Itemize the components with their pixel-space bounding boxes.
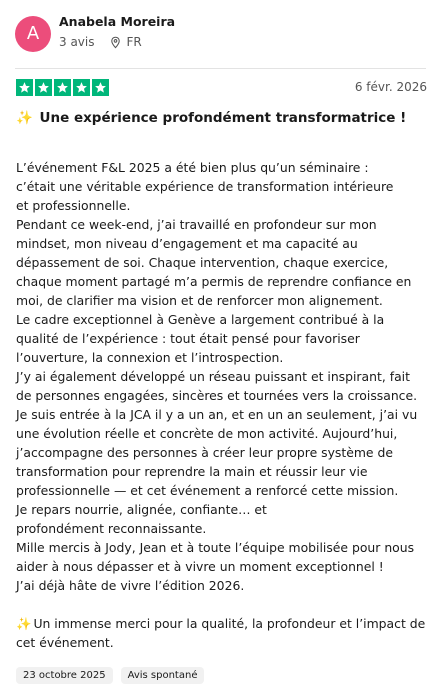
review-body-line: Je repars nourrie, alignée, confiante… et [16, 502, 267, 517]
star-icon [54, 79, 71, 96]
experience-date-tag: 23 octobre 2025 [16, 667, 113, 684]
star-icon [35, 79, 52, 96]
review-body-line: mindset, mon niveau d’engagement et ma capacité au [16, 236, 358, 251]
review-body-line: une évolution réelle et concrète de mon activité. Aujourd’hui, [16, 426, 398, 441]
review-title[interactable] [16, 110, 426, 126]
review-body [16, 158, 428, 652]
star-icon [16, 79, 33, 96]
review-body-line: J’ai déjà hâte de vivre l’édition 2026. [16, 578, 245, 593]
review-body-line: dépassement de soi. Chaque intervention, chaque exercice, [16, 255, 389, 270]
review-body-line: et professionnelle. [16, 198, 131, 213]
review-body-line: moi, de clarifier ma vision et de renforcer mon alignement. [16, 293, 383, 308]
star-rating [16, 79, 109, 96]
review-body-line: de personnes engagées, sincères et tournées vers la croissance. [16, 388, 418, 403]
review-body-line: chaque moment partagé m’a permis de reprendre confiance en [16, 274, 412, 289]
review-body-line: transformation pour reprendre la main et réussir leur vie [16, 464, 368, 479]
divider [15, 68, 426, 69]
location-pin-icon [109, 36, 122, 49]
review-body-line: j’accompagne des personnes à créer leur propre système de [16, 445, 393, 460]
review-title-text: Une expérience profondément transformatrice ! [39, 110, 407, 126]
review-type-tag[interactable]: Avis spontané [121, 667, 205, 684]
sparkles-icon: ✨ [16, 110, 33, 126]
review-body-line: profondément reconnaissante. [16, 521, 207, 536]
review-body-line: Le cadre exceptionnel à Genève a largement contribué à la [16, 312, 385, 327]
review-closing-text: Un immense merci pour la qualité, la profondeur et l’impact de [33, 616, 426, 631]
review-body-line: J’y ai également développé un réseau puissant et inspirant, fait [16, 369, 410, 384]
review-body-line: professionnelle — et cet événement a renforcé cette mission. [16, 483, 399, 498]
reviewer-country: FR [126, 35, 142, 49]
review-body-line: l’ouverture, la connexion et l’introspection. [16, 350, 284, 365]
reviewer-meta [59, 35, 142, 49]
star-icon [73, 79, 90, 96]
reviewer-name[interactable]: Anabela Moreira [59, 14, 176, 29]
reviews-count: 3 avis [59, 35, 95, 49]
star-icon [92, 79, 109, 96]
review-date: 6 févr. 2026 [354, 80, 427, 94]
review-body-line: Je suis entrée à la JCA il y a un an, et en un an seulement, j’ai vu [16, 407, 418, 422]
review-tags [16, 667, 204, 684]
sparkles-icon: ✨ [16, 616, 32, 631]
avatar[interactable]: A [15, 16, 51, 52]
review-closing-line: cet événement. [16, 635, 114, 650]
review-body-line: c’était une véritable expérience de transformation intérieure [16, 179, 394, 194]
reviewer-header [15, 12, 435, 56]
review-closing-line [16, 614, 428, 633]
review-body-line: Mille mercis à Jody, Jean et à toute l’équipe mobilisée pour nous [16, 540, 415, 555]
review-body-line: L’événement F&L 2025 a été bien plus qu’un séminaire : [16, 160, 369, 175]
review-body-line: qualité de l’expérience : tout était pensé pour favoriser [16, 331, 360, 346]
review-body-line: aider à nous dépasser et à vivre un moment exceptionnel ! [16, 559, 384, 574]
review-body-line: Pendant ce week-end, j’ai travaillé en profondeur sur mon [16, 217, 377, 232]
